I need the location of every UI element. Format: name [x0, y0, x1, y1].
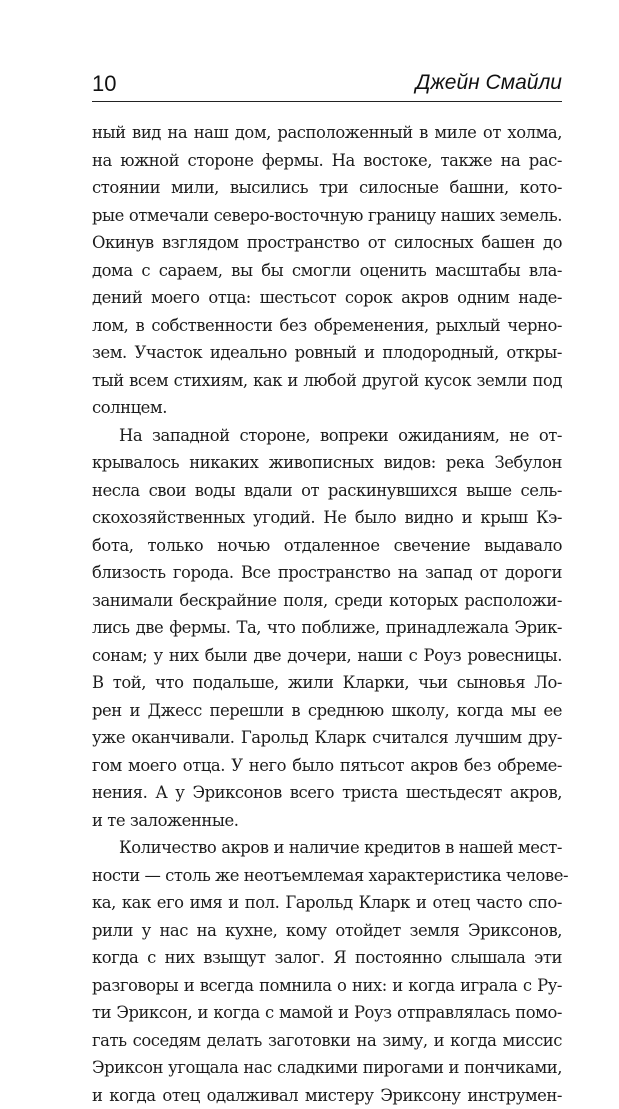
text-line: дений моего отца: шестьсот сорок акров одним наде-: [92, 284, 562, 312]
text-line-paragraph-end: солнцем.: [92, 394, 562, 422]
text-line: Окинув взглядом пространство от силосных башен до: [92, 229, 562, 257]
text-line: ности — столь же неотъемлемая характеристика челове-: [92, 862, 562, 890]
text-line: несла свои воды вдали от раскинувшихся выше сель-: [92, 477, 562, 505]
text-line-paragraph-end: и те заложенные.: [92, 807, 562, 835]
text-line: зем. Участок идеально ровный и плодородный, откры-: [92, 339, 562, 367]
text-line: нения. А у Эриксонов всего триста шестьдесят акров,: [92, 779, 562, 807]
text-line: крывалось никаких живописных видов: река Зебулон: [92, 449, 562, 477]
text-line: лом, в собственности без обременения, рыхлый черно-: [92, 312, 562, 340]
text-line: гать соседям делать заготовки на зиму, и когда миссис: [92, 1027, 562, 1055]
text-line: занимали бескрайние поля, среди которых расположи-: [92, 587, 562, 615]
text-line: тый всем стихиям, как и любой другой кусок земли под: [92, 367, 562, 395]
text-line: сонам; у них были две дочери, наши с Роуз ровесницы.: [92, 642, 562, 670]
text-line: близость города. Все пространство на запад от дороги: [92, 559, 562, 587]
text-line: В той, что подальше, жили Кларки, чьи сыновья Ло-: [92, 669, 562, 697]
text-line: когда с них взыщут залог. Я постоянно слышала эти: [92, 944, 562, 972]
text-line: и когда отец одалживал мистеру Эриксону инструмен-: [92, 1082, 562, 1109]
text-line: рили у нас на кухне, кому отойдет земля Эриксонов,: [92, 917, 562, 945]
text-line: уже оканчивали. Гарольд Кларк считался лучшим дру-: [92, 724, 562, 752]
text-line: бота, только ночью отдаленное свечение выдавало: [92, 532, 562, 560]
running-head-author: Джейн Смайли: [416, 71, 562, 95]
text-line: лись две фермы. Та, что поближе, принадлежала Эрик-: [92, 614, 562, 642]
text-line: ка, как его имя и пол. Гарольд Кларк и отец часто спо-: [92, 889, 562, 917]
text-line: рен и Джесс перешли в среднюю школу, когда мы ее: [92, 697, 562, 725]
text-line-paragraph-start: Количество акров и наличие кредитов в нашей мест-: [92, 834, 562, 862]
text-line: ти Эриксон, и когда с мамой и Роуз отправлялась помо-: [92, 999, 562, 1027]
text-line: гом моего отца. У него было пятьсот акров без обреме-: [92, 752, 562, 780]
header-rule: [92, 101, 562, 102]
page-number: 10: [92, 72, 116, 96]
running-head: [92, 68, 562, 102]
text-line: рые отмечали северо-восточную границу наших земель.: [92, 202, 562, 230]
body-text: [92, 119, 562, 1109]
text-line: на южной стороне фермы. На востоке, также на рас-: [92, 147, 562, 175]
text-line: скохозяйственных угодий. Не было видно и крыш Кэ-: [92, 504, 562, 532]
text-line-paragraph-start: На западной стороне, вопреки ожиданиям, не от-: [92, 422, 562, 450]
text-line: ный вид на наш дом, расположенный в миле от холма,: [92, 119, 562, 147]
text-line: разговоры и всегда помнила о них: и когда играла с Ру-: [92, 972, 562, 1000]
text-line: стоянии мили, высились три силосные башни, кото-: [92, 174, 562, 202]
text-line: Эриксон угощала нас сладкими пирогами и пончиками,: [92, 1054, 562, 1082]
text-line: дома с сараем, вы бы смогли оценить масштабы вла-: [92, 257, 562, 285]
